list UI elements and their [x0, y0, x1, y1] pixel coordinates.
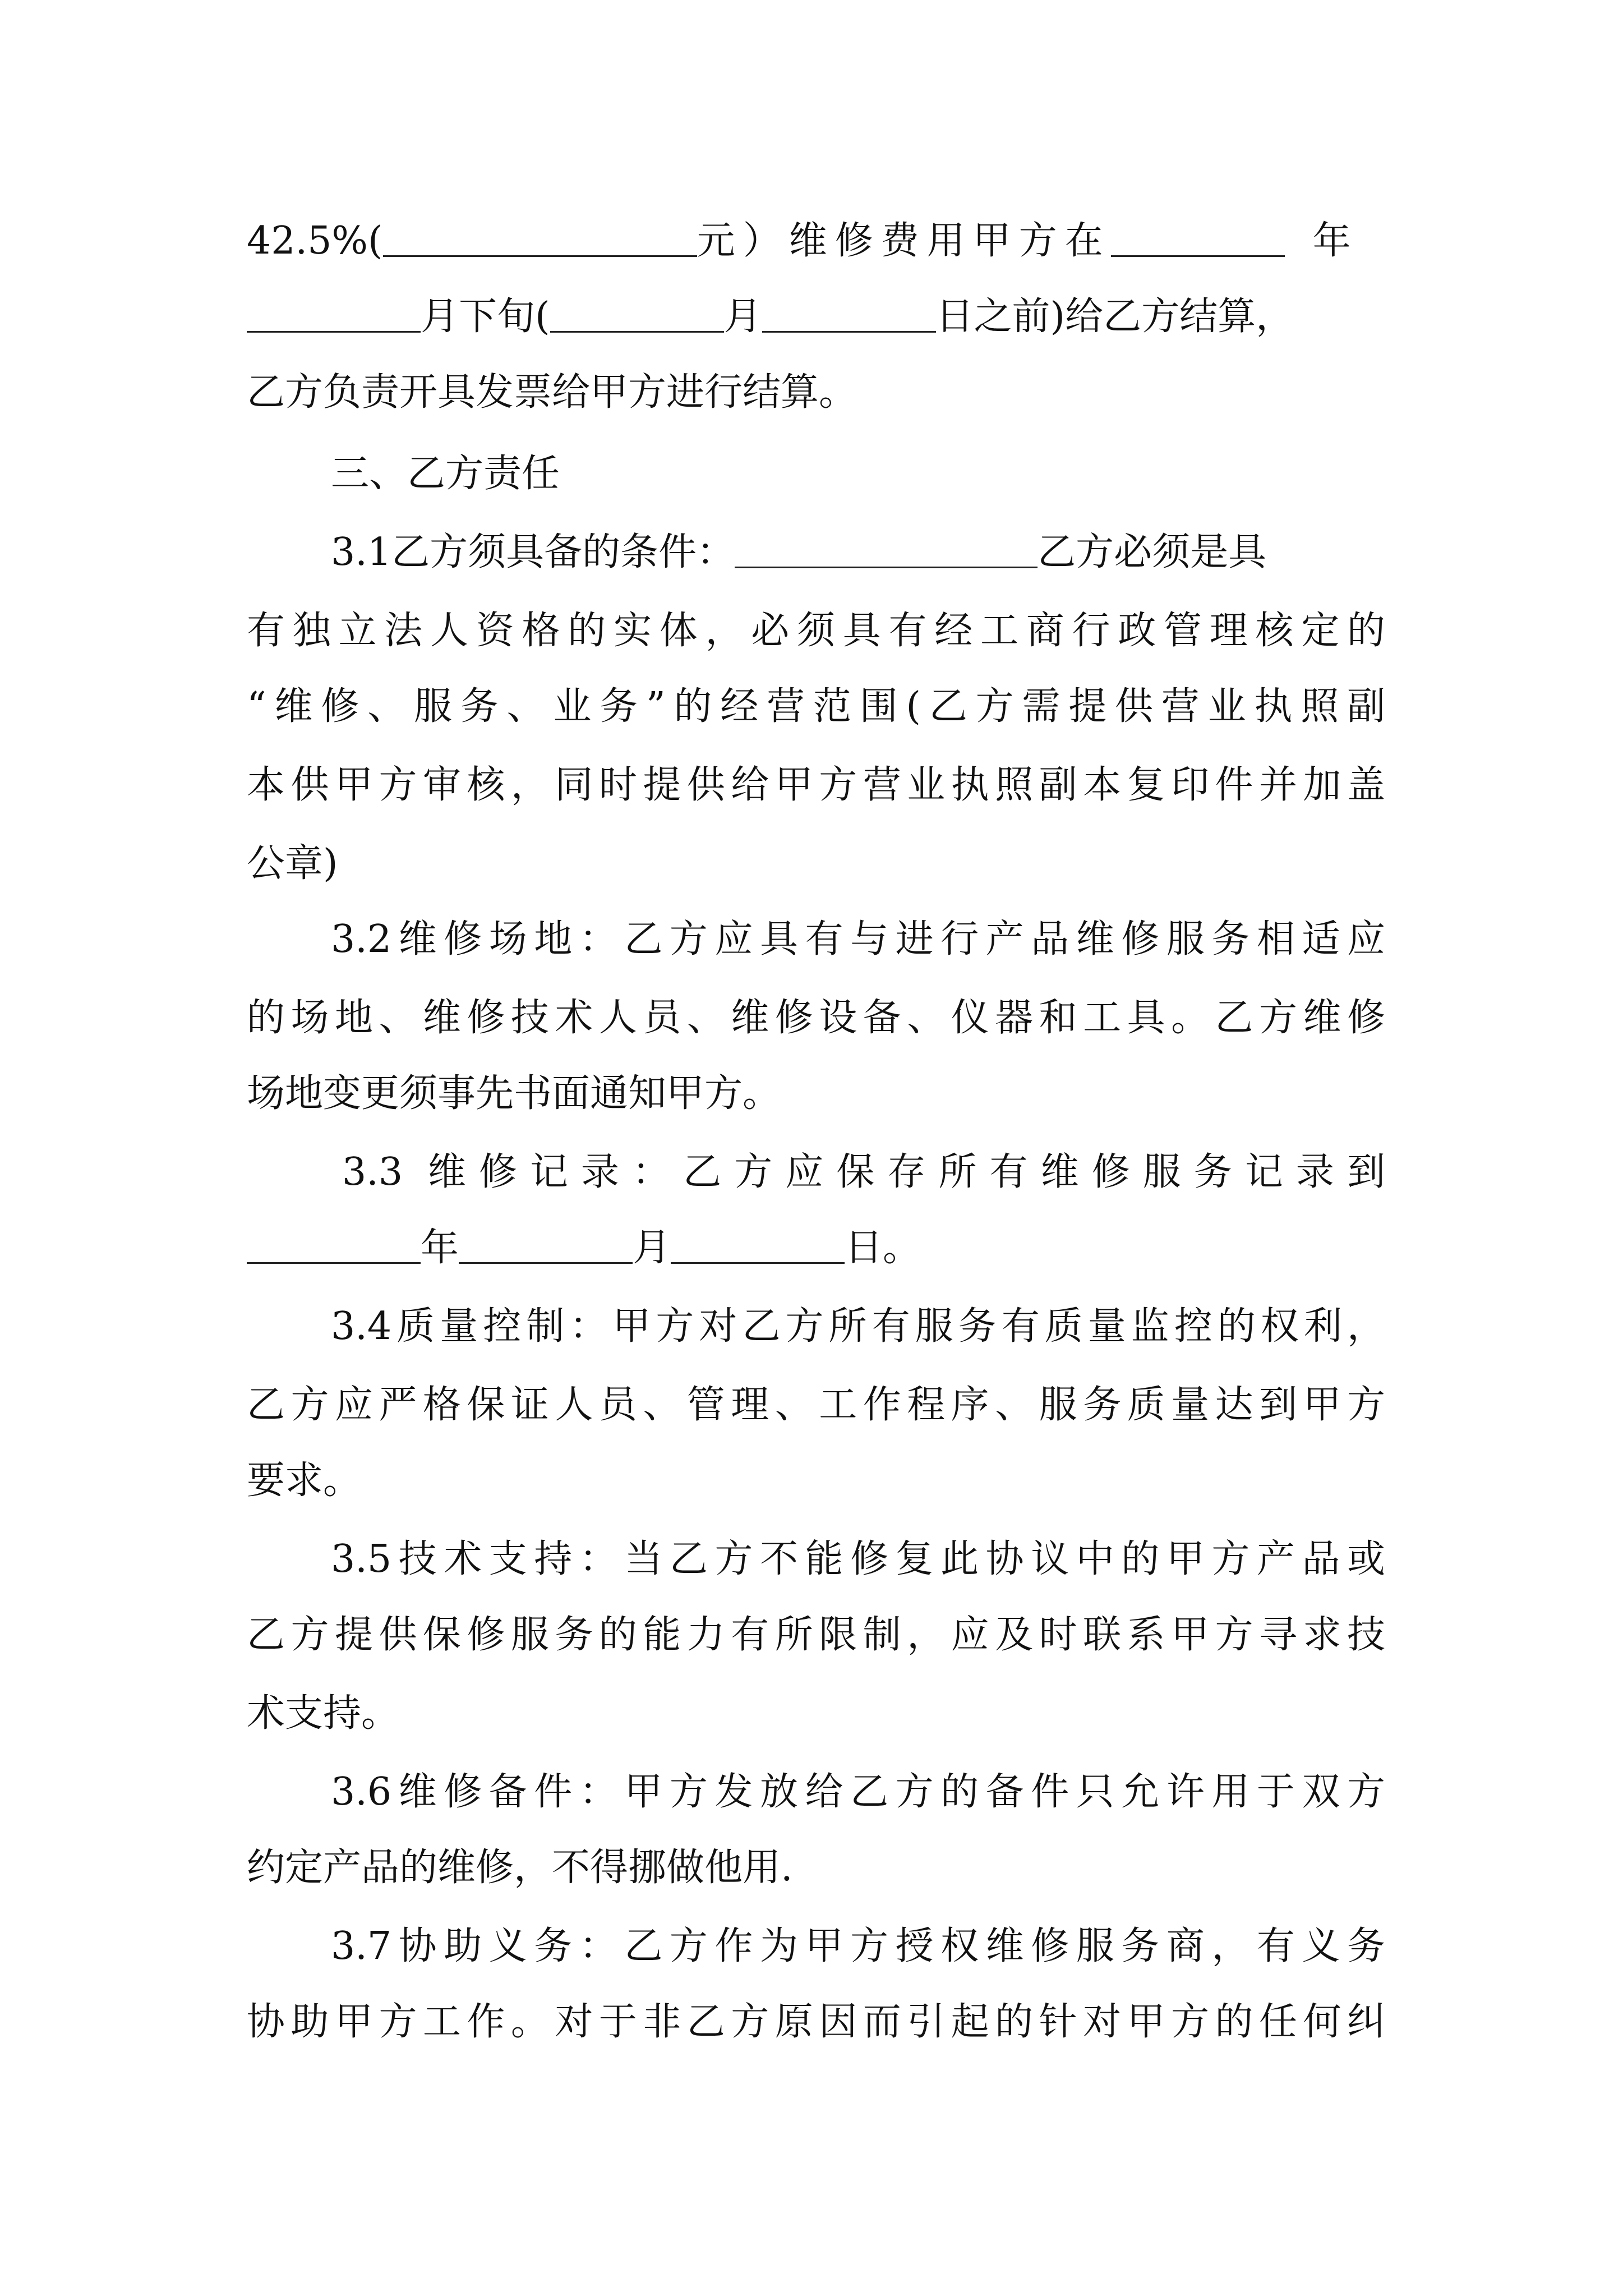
text-line-12: 场地变更须事先书面通知甲方。: [247, 1071, 781, 1116]
text-line-22: 约定产品的维修，不得挪做他用.: [247, 1846, 793, 1890]
text-segment: 乙方必须是具: [1038, 530, 1267, 574]
text-line-19: 乙方提供保修服务的能力有所限制，应及时联系甲方寻求技: [247, 1613, 1385, 1657]
text-segment: 年: [421, 1226, 459, 1270]
text-line-11: 的场地、维修技术人员、维修设备、仪器和工具。乙方维修: [247, 996, 1385, 1040]
text-segment: 42.5%(: [247, 219, 383, 263]
fill-blank: [550, 296, 724, 333]
fill-blank: [459, 1227, 633, 1264]
text-line-21: 3.6维修备件：甲方发放给乙方的备件只允许用于双方: [331, 1770, 1385, 1814]
text-line-5: [331, 522, 1385, 583]
text-line-20: 术支持。: [247, 1691, 400, 1736]
text-line-2: [247, 286, 1385, 348]
text-segment: 3.1乙方须具备的条件：: [331, 530, 735, 574]
text-line-17: 要求。: [247, 1458, 362, 1503]
text-segment: 月下旬(: [421, 295, 550, 339]
text-line-1: [247, 210, 1385, 272]
text-line-3: 乙方负责开具发票给甲方进行结算。: [247, 370, 857, 415]
text-segment: 元）维修费用甲方在: [697, 219, 1111, 263]
text-segment: 年: [1312, 219, 1351, 263]
text-line-13: 3.3 维修记录：乙方应保存所有维修服务记录到: [342, 1150, 1385, 1194]
text-line-23: 3.7协助义务：乙方作为甲方授权维修服务商，有义务: [331, 1924, 1385, 1968]
text-segment: 月: [633, 1226, 671, 1270]
fill-blank: [735, 532, 1038, 568]
text-segment: 月: [723, 295, 762, 339]
text-line-16: 乙方应严格保证人员、管理、工作程序、服务质量达到甲方: [247, 1383, 1385, 1427]
fill-blank: [671, 1227, 845, 1264]
fill-blank: [762, 296, 936, 333]
fill-blank: [1111, 220, 1285, 257]
text-segment: 日。: [845, 1226, 921, 1270]
text-line-24: 协助甲方工作。对于非乙方原因而引起的针对甲方的任何纠: [247, 2000, 1385, 2044]
text-line-14: [247, 1217, 1385, 1279]
text-line-7: “维修、服务、业务”的经营范围(乙方需提供营业执照副: [247, 684, 1385, 729]
text-line-10: 3.2维修场地：乙方应具有与进行产品维修服务相适应: [331, 917, 1385, 961]
text-line-6: 有独立法人资格的实体，必须具有经工商行政管理核定的: [247, 609, 1385, 653]
fill-blank: [383, 220, 697, 257]
text-line-18: 3.5技术支持：当乙方不能修复此协议中的甲方产品或: [331, 1537, 1385, 1581]
text-line-9: 公章): [247, 841, 338, 886]
fill-blank: [247, 296, 421, 333]
fill-blank: [247, 1227, 421, 1264]
section-heading: 三、乙方责任: [331, 452, 560, 496]
text-line-8: 本供甲方审核，同时提供给甲方营业执照副本复印件并加盖: [247, 763, 1385, 807]
text-line-15: 3.4质量控制：甲方对乙方所有服务有质量监控的权利，: [331, 1304, 1385, 1349]
text-segment: 日之前)给乙方结算，: [935, 295, 1294, 339]
